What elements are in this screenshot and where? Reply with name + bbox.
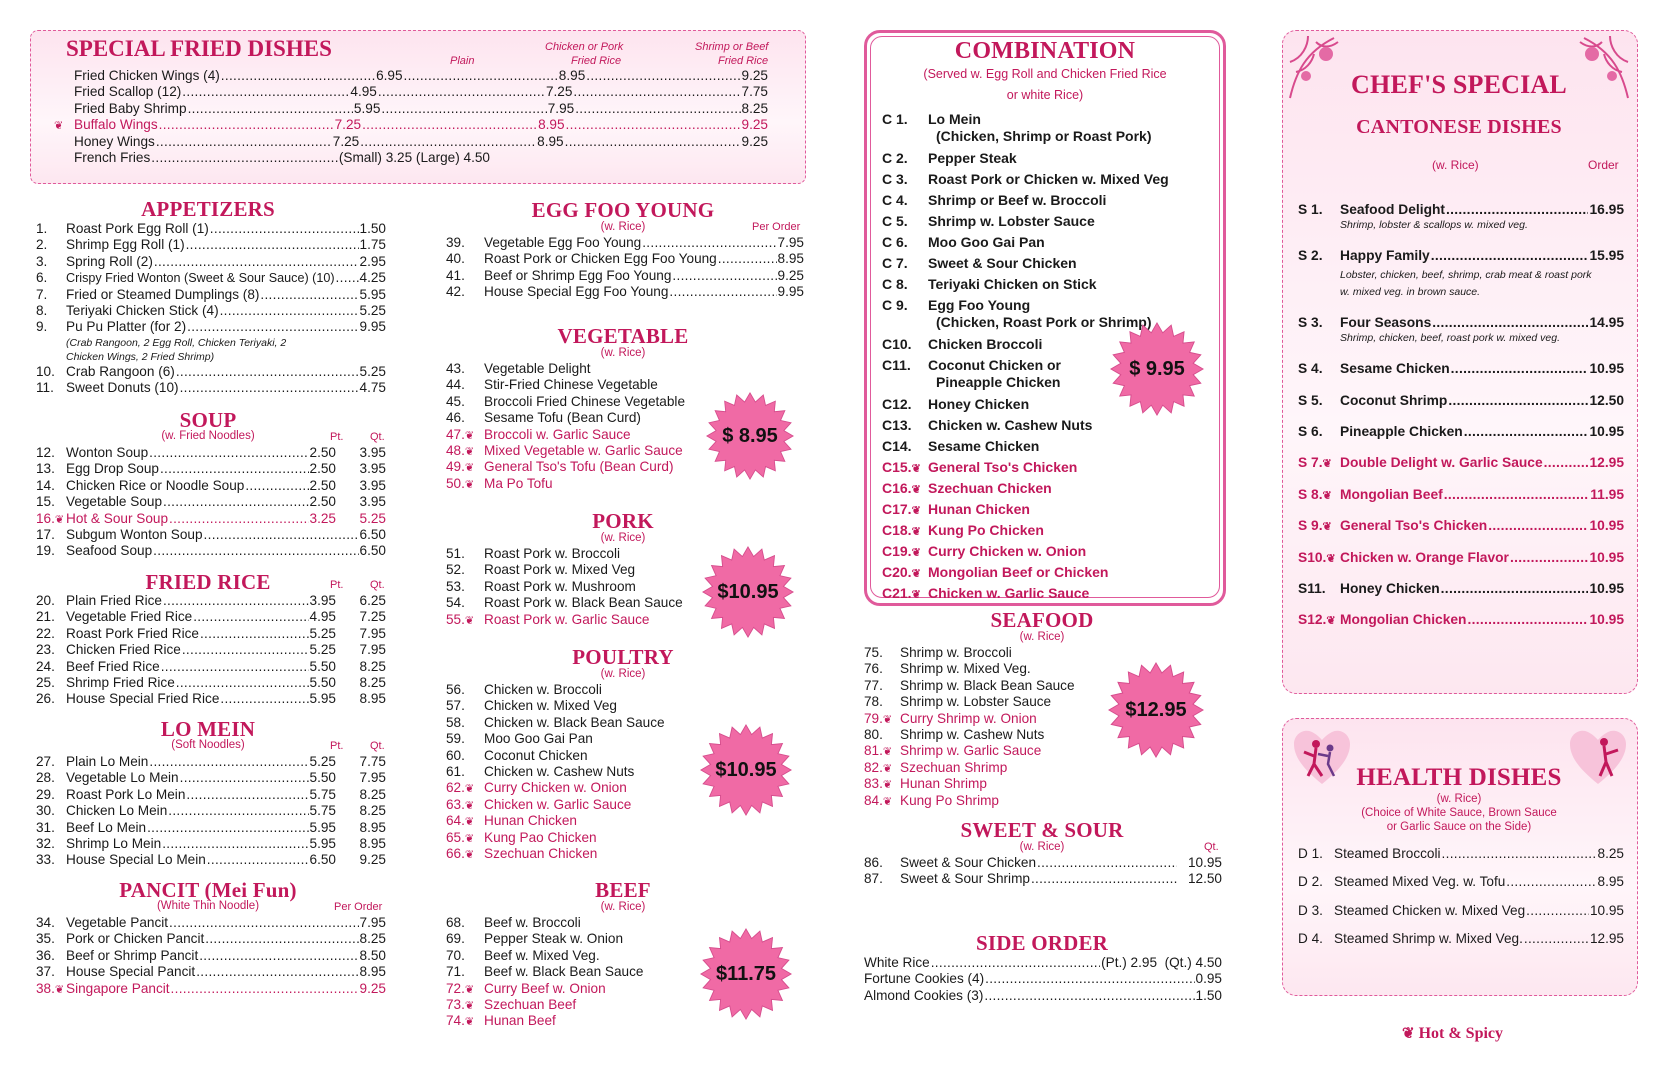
menu-item: C 3. Roast Pork or Chicken w. Mixed Veg (882, 171, 1169, 187)
menu-item-spicy: 16.❦ Hot & Sour Soup ..... 3.25 5.25 (36, 511, 386, 527)
lo-mein-list (36, 754, 386, 869)
menu-item: C 4. Shrimp or Beef w. Broccoli (882, 192, 1107, 208)
hot-pepper-icon: ❦ (882, 795, 893, 808)
menu-item-spicy: 73.❦ Szechuan Beef (446, 996, 577, 1012)
menu-item: 26. House Special Fried Rice ..... 5.95 8.95 (36, 691, 386, 707)
menu-item-spicy: S 8.❦ Mongolian Beef ..... 11.95 (1298, 487, 1624, 503)
egg-foo-young-list (446, 235, 804, 301)
sweet-sour-col-qt: Qt. (1204, 841, 1219, 853)
menu-item: C14. Sesame Chicken (882, 438, 1040, 454)
menu-item: 57. Chicken w. Mixed Veg (446, 698, 617, 714)
hot-pepper-icon: ❦ (464, 445, 475, 458)
price-burst-label: $10.95 (717, 580, 779, 603)
menu-item: 24. Beef Fried Rice ..... 5.50 8.25 (36, 659, 386, 675)
lo-mein-col-pt: Pt. (330, 740, 344, 752)
col-plain: Plain (450, 55, 475, 67)
col-shrimp-2: Fried Rice (718, 55, 769, 67)
col-shrimp-1: Shrimp or Beef (695, 41, 769, 53)
price-burst-pork (702, 546, 794, 638)
menu-item-spicy: C20.❦ Mongolian Beef or Chicken (882, 564, 1109, 580)
price-burst-beef (700, 928, 792, 1020)
vegetable-title: VEGETABLE (557, 324, 689, 348)
menu-item-spicy: C15.❦ General Tso's Chicken (882, 459, 1078, 475)
menu-item: C 7. Sweet & Sour Chicken (882, 255, 1077, 271)
pancit-sub: (White Thin Noodle) (156, 900, 260, 912)
menu-item: 44. Stir-Fried Chinese Vegetable (446, 377, 658, 393)
fried-rice-col-qt: Qt. (370, 579, 385, 591)
menu-item: 43. Vegetable Delight (446, 361, 591, 376)
menu-item: 69. Pepper Steak w. Onion (446, 931, 624, 947)
beef-list (446, 915, 706, 1030)
col-chicken-1: Chicken or Pork (545, 41, 624, 53)
hot-pepper-icon: ❦ (464, 983, 475, 996)
hot-pepper-icon: ❦ (464, 478, 475, 491)
price-burst-label: $11.75 (715, 962, 777, 985)
menu-item: 77. Shrimp w. Black Bean Sauce (864, 677, 1075, 693)
hot-pepper-icon: ❦ (882, 713, 893, 726)
menu-item-spicy: S 9.❦ General Tso's Chicken ..... 10.95 (1298, 518, 1624, 534)
menu-item-spicy: 66.❦ Szechuan Chicken (446, 845, 598, 861)
beef-title: BEEF (595, 878, 651, 902)
menu-item: 29. Roast Pork Lo Mein ..... 5.75 8.25 (36, 787, 386, 803)
pancit-per-order: Per Order (334, 901, 383, 913)
pancit-title: PANCIT (Mei Fun) (119, 878, 297, 902)
menu-item: S 6. Pineapple Chicken ..... 10.95 (1298, 424, 1624, 440)
hot-pepper-icon: ❦ (882, 762, 893, 775)
menu-item: S11. Honey Chicken ..... 10.95 (1298, 581, 1624, 597)
sweet-sour-sub: (w. Rice) (1019, 841, 1065, 853)
menu-item-spicy: 38.❦ Singapore Pancit ..... 9.25 (36, 981, 386, 997)
menu-item: 17. Subgum Wonton Soup ..... 6.50 (36, 527, 386, 543)
pork-list (446, 546, 706, 628)
menu-item: 27. Plain Lo Mein ..... 5.25 7.75 (36, 754, 386, 770)
special-fried-list (54, 68, 768, 166)
menu-item: 8. Teriyaki Chicken Stick (4) ..... 5.25 (36, 303, 386, 319)
menu-item: 20. Plain Fried Rice ..... 3.95 6.25 (36, 593, 386, 609)
side-order-title: SIDE ORDER (975, 931, 1109, 955)
menu-item: C11. Coconut Chicken or (882, 357, 1062, 373)
hot-pepper-icon: ❦ (464, 614, 475, 627)
pork-title: PORK (592, 509, 654, 533)
health-sub-1: (w. Rice) (1436, 793, 1482, 805)
menu-item: 2. Shrimp Egg Roll (1) ..... 1.75 (36, 237, 386, 253)
item-note: Lobster, chicken, beef, shrimp, crab meat & roast pork (1340, 268, 1592, 281)
menu-item: 58. Chicken w. Black Bean Sauce (446, 714, 665, 730)
menu-item-spicy: 47.❦ Broccoli w. Garlic Sauce (446, 426, 631, 442)
menu-item-spicy: S10.❦ Chicken w. Orange Flavor ..... 10.95 (1298, 550, 1624, 566)
menu-item-spicy: 63.❦ Chicken w. Garlic Sauce (446, 796, 632, 812)
menu-item: 40. Roast Pork or Chicken Egg Foo Young ..... 8.95 (446, 251, 804, 267)
menu-item-spicy: 64.❦ Hunan Chicken (446, 813, 577, 829)
hot-pepper-icon: ❦ (1322, 458, 1332, 471)
hot-pepper-icon: ❦ (464, 799, 475, 812)
pork-sub: (w. Rice) (600, 532, 646, 544)
item-note: w. mixed veg. in brown sauce. (1340, 285, 1481, 298)
side-order-list (864, 955, 1222, 1004)
menu-item-spicy: 50.❦ Ma Po Tofu (446, 475, 553, 491)
hot-pepper-icon: ❦ (464, 1016, 475, 1029)
menu-item: D 3. Steamed Chicken w. Mixed Veg ..... 10.95 (1298, 903, 1624, 919)
menu-item: 71. Beef w. Black Bean Sauce (446, 964, 644, 980)
sweet-sour-list (864, 855, 1222, 888)
health-title: HEALTH DISHES (1356, 764, 1562, 791)
menu-item: S 4. Sesame Chicken ..... 10.95 (1298, 361, 1624, 377)
price-burst-seafood (1108, 662, 1204, 758)
menu-item-spicy: ❦ Buffalo Wings ..... 7.25 ..... 8.95 ..... 9.25 (54, 117, 768, 133)
menu-item-spicy: C17.❦ Hunan Chicken (882, 501, 1030, 517)
vegetable-sub: (w. Rice) (600, 347, 646, 359)
menu-item: 56. Chicken w. Broccoli (446, 682, 602, 697)
hot-pepper-icon: ❦ (464, 999, 475, 1012)
hot-pepper-icon: ❦ (1322, 521, 1332, 534)
chef-col-order: Order (1588, 158, 1619, 172)
lo-mein-title: LO MEIN (160, 717, 256, 741)
menu-item: 19. Seafood Soup ..... 6.50 (36, 543, 386, 559)
menu-item: S 2. Happy Family ..... 15.95 (1298, 248, 1624, 264)
menu-item: 21. Vegetable Fried Rice ..... 4.95 7.25 (36, 609, 386, 625)
appetizers-title: APPETIZERS (141, 197, 275, 221)
menu-item: C 2. Pepper Steak (882, 150, 1017, 166)
hot-pepper-icon: ❦ (1326, 552, 1336, 565)
soup-col-pt: Pt. (330, 431, 344, 443)
hot-pepper-icon: ❦ (911, 568, 921, 580)
lo-mein-col-qt: Qt. (370, 740, 385, 752)
menu-item: Fried Scallop (12) ..... 4.95 ..... 7.25 ..... 7.75 (54, 84, 768, 100)
menu-item: C12. Honey Chicken (882, 396, 1030, 412)
menu-item: 25. Shrimp Fried Rice ..... 5.50 8.25 (36, 675, 386, 691)
hot-pepper-icon: ❦ (464, 848, 475, 861)
menu-item-detail: (Chicken, Shrimp or Roast Pork) (936, 128, 1152, 144)
combination-title: COMBINATION (954, 38, 1136, 64)
menu-item-spicy: C16.❦ Szechuan Chicken (882, 480, 1052, 496)
menu-item: C10. Chicken Broccoli (882, 336, 1043, 352)
hot-pepper-icon: ❦ (911, 484, 921, 496)
soup-col-qt: Qt. (370, 431, 385, 443)
chef-col-rice: (w. Rice) (1432, 158, 1479, 172)
poultry-sub: (w. Rice) (600, 668, 646, 680)
price-burst-label: $ 9.95 (1129, 357, 1185, 380)
menu-item: 70. Beef w. Mixed Veg. (446, 947, 600, 963)
menu-item: 28. Vegetable Lo Mein ..... 5.50 7.95 (36, 770, 386, 786)
menu-item: 12. Wonton Soup ..... 2.50 3.95 (36, 445, 386, 461)
item-note: (Crab Rangoon, 2 Egg Roll, Chicken Teriyaki, 2 Chicken Wings, 2 Fried Shrimp) (66, 336, 287, 363)
menu-item: Fortune Cookies (4) ..... 0.95 (864, 971, 1222, 987)
hot-pepper-icon: ❦ (882, 746, 893, 759)
menu-item: 14. Chicken Rice or Noodle Soup ..... 2.50 3.95 (36, 478, 386, 494)
menu-item: 46. Sesame Tofu (Bean Curd) (446, 410, 641, 426)
soup-sub: (w. Fried Noodles) (161, 430, 255, 442)
menu-item: 54. Roast Pork w. Black Bean Sauce (446, 595, 683, 611)
menu-item-spicy: C21.❦ Chicken w. Garlic Sauce (882, 585, 1090, 601)
menu-item-spicy: S 7.❦ Double Delight w. Garlic Sauce ..... 12.95 (1298, 455, 1624, 471)
menu-item: 51. Roast Pork w. Broccoli (446, 546, 620, 561)
chef-special-title: CHEF'S SPECIAL (1351, 70, 1567, 99)
menu-item: C 6. Moo Goo Gai Pan (882, 234, 1045, 250)
hot-pepper-icon: ❦ (1402, 1026, 1415, 1042)
col-chicken-2: Fried Rice (571, 55, 622, 67)
hot-pepper-icon: ❦ (911, 547, 921, 559)
menu-item-spicy: 48.❦ Mixed Vegetable w. Garlic Sauce (446, 442, 683, 458)
menu-item: 52. Roast Pork w. Mixed Veg (446, 562, 636, 578)
menu-item: 10. Crab Rangoon (6) ..... 5.25 (36, 364, 386, 380)
menu-item: 13. Egg Drop Soup ..... 2.50 3.95 (36, 461, 386, 477)
menu-item-spicy: 72.❦ Curry Beef w. Onion (446, 980, 606, 996)
soup-list (36, 445, 386, 560)
appetizers-list (36, 221, 386, 397)
menu-item-spicy: 74.❦ Hunan Beef (446, 1013, 556, 1029)
poultry-list (446, 682, 706, 862)
health-sub-2: (Choice of White Sauce, Brown Sauce (1361, 807, 1557, 819)
poultry-title: POULTRY (572, 645, 674, 669)
menu-item: 80. Shrimp w. Cashew Nuts (864, 726, 1045, 742)
menu-item: 37. House Special Pancit ..... 8.95 (36, 964, 386, 980)
hot-pepper-icon: ❦ (882, 779, 893, 792)
hot-pepper-icon: ❦ (54, 120, 64, 133)
menu-item-spicy: S12.❦ Mongolian Chicken ..... 10.95 (1298, 612, 1624, 628)
menu-item: S 1. Seafood Delight ..... 16.95 (1298, 202, 1624, 218)
menu-item: 9. Pu Pu Platter (for 2) ..... 9.95 (36, 319, 386, 335)
menu-item: Honey Wings ..... 7.25 ..... 8.95 ..... 9.25 (54, 134, 768, 150)
menu-item-spicy: 82.❦ Szechuan Shrimp (864, 759, 1008, 775)
menu-item: 23. Chicken Fried Rice ..... 5.25 7.95 (36, 642, 386, 658)
menu-item: 76. Shrimp w. Mixed Veg. (864, 661, 1031, 677)
egg-foo-young-per-order: Per Order (752, 221, 801, 233)
menu-item: D 4. Steamed Shrimp w. Mixed Veg. ..... 12.95 (1298, 931, 1624, 947)
hot-pepper-icon: ❦ (464, 832, 475, 845)
menu-item-spicy: 55.❦ Roast Pork w. Garlic Sauce (446, 611, 650, 627)
menu-item: S 3. Four Seasons ..... 14.95 (1298, 315, 1624, 331)
item-note: Shrimp, chicken, beef, roast pork w. mixed veg. (1340, 332, 1561, 345)
menu-item: 30. Chicken Lo Mein ..... 5.75 8.25 (36, 803, 386, 819)
combination-sub-2: or white Rice) (1006, 88, 1084, 102)
hot-pepper-icon: ❦ (911, 505, 921, 517)
combination-sub-1: (Served w. Egg Roll and Chicken Fried Rice (923, 67, 1167, 81)
menu-item-spicy: 79.❦ Curry Shrimp w. Onion (864, 710, 1037, 726)
price-burst-combination (1110, 322, 1204, 416)
menu-item: 68. Beef w. Broccoli (446, 915, 581, 930)
menu-item-spicy: 49.❦ General Tso's Tofu (Bean Curd) (446, 459, 674, 475)
menu-item: 53. Roast Pork w. Mushroom (446, 578, 636, 594)
hot-pepper-icon: ❦ (464, 429, 475, 442)
menu-item: Almond Cookies (3) ..... 1.50 (864, 988, 1222, 1004)
menu-item: 35. Pork or Chicken Pancit ..... 8.25 (36, 931, 386, 947)
seafood-list (864, 645, 1124, 809)
hot-pepper-icon: ❦ (911, 463, 921, 475)
egg-foo-young-title: EGG FOO YOUNG (531, 198, 715, 222)
menu-item: 39. Vegetable Egg Foo Young ..... 7.95 (446, 235, 804, 251)
price-burst-label: $12.95 (1125, 698, 1187, 721)
menu-item: 59. Moo Goo Gai Pan (446, 731, 593, 747)
price-burst-label: $10.95 (715, 758, 777, 781)
beef-sub: (w. Rice) (600, 901, 646, 913)
menu-item-spicy: 83.❦ Hunan Shrimp (864, 776, 987, 792)
menu-item: 32. Shrimp Lo Mein ..... 5.95 8.95 (36, 836, 386, 852)
hot-pepper-icon: ❦ (54, 983, 65, 996)
hot-spicy-legend (1402, 1024, 1503, 1043)
special-fried-title: SPECIAL FRIED DISHES (66, 36, 332, 61)
hot-pepper-icon: ❦ (1326, 615, 1336, 628)
seafood-title: SEAFOOD (990, 608, 1094, 632)
chef-special-subtitle: CANTONESE DISHES (1356, 116, 1562, 138)
menu-item-spicy: 62.❦ Curry Chicken w. Onion (446, 780, 627, 796)
chef-special-list (1298, 202, 1624, 629)
hot-pepper-icon: ❦ (464, 462, 475, 475)
menu-item: 1. Roast Pork Egg Roll (1) ..... 1.50 (36, 221, 386, 237)
lo-mein-sub: (Soft Noodles) (171, 739, 245, 751)
menu-item: Fried Chicken Wings (4) ..... 6.95 ..... 8.95 ..... 9.25 (54, 68, 768, 84)
menu-item-spicy: 65.❦ Kung Pao Chicken (446, 829, 597, 845)
menu-item: 11. Sweet Donuts (10) ..... 4.75 (36, 380, 386, 396)
menu-item: 34. Vegetable Pancit ..... 7.95 (36, 915, 386, 931)
menu-item: 22. Roast Pork Fried Rice ..... 5.25 7.95 (36, 626, 386, 642)
menu-item-spicy: C18.❦ Kung Po Chicken (882, 522, 1044, 538)
health-sub-3: or Garlic Sauce on the Side) (1386, 821, 1532, 833)
menu-item: 3. Spring Roll (2) ..... 2.95 (36, 254, 386, 270)
menu-item-detail: Pineapple Chicken (936, 374, 1061, 390)
menu-item: French Fries ..... (Small) 3.25 (Large) 4.50 (54, 150, 490, 166)
hot-pepper-icon: ❦ (464, 816, 475, 829)
price-burst-poultry (700, 724, 792, 816)
menu-item: C 8. Teriyaki Chicken on Stick (882, 276, 1097, 292)
hot-pepper-icon: ❦ (54, 513, 65, 526)
legend-label: Hot & Spicy (1418, 1025, 1504, 1042)
menu-item: 75. Shrimp w. Broccoli (864, 645, 1012, 660)
fried-rice-list (36, 593, 386, 708)
menu-item: 78. Shrimp w. Lobster Sauce (864, 694, 1052, 710)
menu-item: S 5. Coconut Shrimp ..... 12.50 (1298, 393, 1624, 409)
hot-pepper-icon: ❦ (1322, 489, 1332, 502)
menu-item: 61. Chicken w. Cashew Nuts (446, 763, 635, 779)
vegetable-list (446, 361, 706, 492)
health-list (1298, 846, 1624, 948)
menu-item: 36. Beef or Shrimp Pancit ..... 8.50 (36, 948, 386, 964)
price-burst-label: $ 8.95 (722, 424, 778, 447)
menu-item: 87. Sweet & Sour Shrimp ..... 12.50 (864, 871, 1222, 887)
fried-rice-title: FRIED RICE (145, 570, 271, 594)
menu-item-spicy: 84.❦ Kung Po Shrimp (864, 792, 999, 808)
menu-item: 6. Crispy Fried Wonton (Sweet & Sour Sauce) (10) ..... 4.25 (36, 270, 386, 286)
hot-pepper-icon: ❦ (911, 526, 921, 538)
menu-item: C 5. Shrimp w. Lobster Sauce (882, 213, 1095, 229)
menu-item: Fried Baby Shrimp ..... 5.95 ..... 7.95 ..... 8.25 (54, 101, 768, 117)
sweet-sour-title: SWEET & SOUR (960, 818, 1124, 842)
pancit-list (36, 915, 386, 997)
menu-item: 31. Beef Lo Mein ..... 5.95 8.95 (36, 820, 386, 836)
menu-item-spicy: 81.❦ Shrimp w. Garlic Sauce (864, 743, 1042, 759)
menu-item-detail: (Chicken, Roast Pork or Shrimp) (936, 314, 1152, 330)
price-burst-vegetable (706, 392, 794, 480)
menu-item: 86. Sweet & Sour Chicken ..... 10.95 (864, 855, 1222, 871)
soup-title: SOUP (179, 408, 237, 432)
egg-foo-young-sub: (w. Rice) (600, 221, 646, 233)
fried-rice-col-pt: Pt. (330, 579, 344, 591)
item-note: Shrimp, lobster & scallops w. mixed veg. (1340, 219, 1528, 232)
menu-item: D 1. Steamed Broccoli ..... 8.25 (1298, 846, 1624, 862)
menu-item: 60. Coconut Chicken (446, 747, 588, 763)
menu-item-spicy: C19.❦ Curry Chicken w. Onion (882, 543, 1087, 559)
menu-item: D 2. Steamed Mixed Veg. w. Tofu ..... 8.95 (1298, 874, 1624, 890)
menu-item: 41. Beef or Shrimp Egg Foo Young ..... 9.25 (446, 268, 804, 284)
menu-item: 15. Vegetable Soup ..... 2.50 3.95 (36, 494, 386, 510)
menu-item: 42. House Special Egg Foo Young ..... 9.95 (446, 284, 804, 300)
hot-pepper-icon: ❦ (464, 783, 475, 796)
menu-item: White Rice ..... (Pt.) 2.95 (Qt.) 4.50 (864, 955, 1222, 971)
hot-pepper-icon: ❦ (911, 589, 921, 601)
menu-item: 45. Broccoli Fried Chinese Vegetable (446, 393, 685, 409)
menu-item: C 1. Lo Mein (882, 111, 981, 127)
seafood-sub: (w. Rice) (1019, 631, 1065, 643)
menu-item: 7. Fried or Steamed Dumplings (8) ..... 5.95 (36, 287, 386, 303)
menu-item: C 9. Egg Foo Young (882, 297, 1031, 313)
menu-item: 33. House Special Lo Mein ..... 6.50 9.25 (36, 852, 386, 868)
menu-item: C13. Chicken w. Cashew Nuts (882, 417, 1093, 433)
